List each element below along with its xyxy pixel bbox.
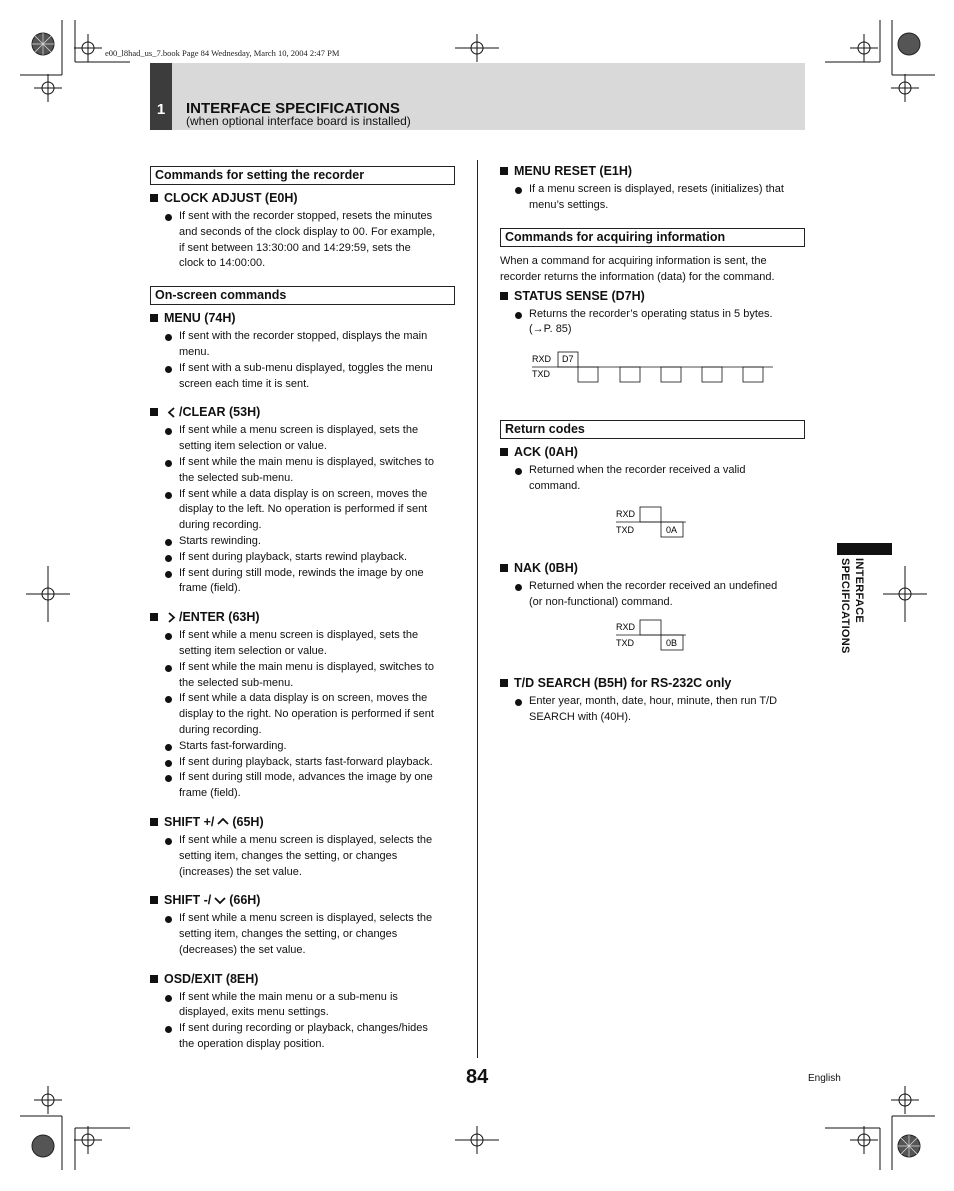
square-bullet-icon [500, 292, 508, 300]
bullet-list [500, 694, 805, 726]
command-menu: MENU (74H) [150, 311, 455, 325]
rxd-label: RXD [616, 622, 636, 633]
bullet-list [500, 579, 805, 611]
command-clock-adjust: CLOCK ADJUST (E0H) [150, 191, 455, 205]
command-shift-plus: SHIFT +/ (65H) [150, 815, 455, 829]
language-label: English [808, 1073, 841, 1084]
side-tab-line2: SPECIFICATIONS [839, 558, 851, 654]
rxd-label: RXD [532, 354, 552, 365]
list-item: If sent while a data display is on screen, moves the display to the right. No operation is performed if sent during recording. [150, 691, 455, 738]
list-item: If sent during still mode, advances the image by one frame (field). [150, 770, 455, 802]
status-byte-box [578, 367, 598, 382]
list-item: Starts fast-forwarding. [150, 739, 455, 755]
status-byte-box [620, 367, 640, 382]
list-item: If sent during recording or playback, changes/hides the operation display position. [150, 1021, 455, 1053]
list-item: Returns the recorder’s operating status in 5 bytes. (→P. 85) [500, 307, 805, 339]
square-bullet-icon [150, 818, 158, 826]
rxd-label: RXD [616, 508, 636, 519]
status-sense-timing-diagram [500, 350, 805, 398]
chevron-up-icon [217, 817, 229, 826]
list-item: If sent while a menu screen is displayed, sets the setting item selection or value. [150, 628, 455, 660]
bullet-list [150, 833, 455, 880]
square-bullet-icon [500, 448, 508, 456]
list-item: If sent while the main menu is displayed, switches to the selected sub-menu. [150, 455, 455, 487]
square-bullet-icon [150, 975, 158, 983]
bullet-list [150, 423, 455, 597]
list-item: If sent with the recorder stopped, resets the minutes and seconds of the clock display to 00. For example, if sent between 13:30:00 and 14:29:59, sets the clock to 14:00:00. [150, 209, 455, 272]
book-info-line: e00_l8had_us_7.book Page 84 Wednesday, March 10, 2004 2:47 PM [105, 48, 340, 58]
list-item: If sent while a menu screen is displayed, selects the setting item, changes the setting, or changes (increases) the set value. [150, 833, 455, 880]
nak-timing-diagram [500, 618, 805, 658]
ack-timing-diagram [500, 505, 805, 545]
command-enter: /ENTER (63H) [150, 610, 455, 624]
page-subtitle: (when optional interface board is installed) [186, 114, 411, 128]
bullet-list [150, 990, 455, 1053]
chevron-down-icon [214, 896, 226, 905]
txd-label: TXD [616, 524, 634, 535]
bullet-list [500, 307, 805, 339]
list-item: Returned when the recorder received an undefined (or non-functional) command. [500, 579, 805, 611]
command-code: D7 [562, 354, 574, 365]
square-bullet-icon [150, 314, 158, 322]
bullet-list [150, 209, 455, 272]
square-bullet-icon [150, 896, 158, 904]
return-code: 0B [666, 638, 678, 649]
section-heading-setting: Commands for setting the recorder [150, 166, 455, 185]
list-item: Enter year, month, date, hour, minute, then run T/D SEARCH with (40H). [500, 694, 805, 726]
status-byte-box [661, 367, 681, 382]
square-bullet-icon [500, 679, 508, 687]
list-item: If sent during still mode, rewinds the image by one frame (field). [150, 566, 455, 598]
command-nak: NAK (0BH) [500, 561, 805, 575]
command-menu-reset: MENU RESET (E1H) [500, 164, 805, 178]
command-status-sense: STATUS SENSE (D7H) [500, 289, 805, 303]
list-item: If sent during playback, starts fast-forward playback. [150, 755, 455, 771]
side-tab-marker [837, 543, 892, 555]
bullet-list [150, 329, 455, 392]
command-clear: /CLEAR (53H) [150, 405, 455, 419]
square-bullet-icon [500, 564, 508, 572]
command-td-search: T/D SEARCH (B5H) for RS-232C only [500, 676, 805, 690]
command-ack: ACK (0AH) [500, 445, 805, 459]
list-item: If sent while the main menu or a sub-menu is displayed, exits menu settings. [150, 990, 455, 1022]
list-item: Starts rewinding. [150, 534, 455, 550]
list-item: If sent while a data display is on screen, moves the display to the left. No operation is performed if sent during recording. [150, 487, 455, 534]
side-tab-line1: INTERFACE [853, 558, 865, 624]
bullet-list [500, 182, 805, 214]
list-item: Returned when the recorder received a valid command. [500, 463, 805, 495]
command-box [640, 507, 661, 522]
column-divider [477, 160, 478, 1058]
bullet-list [500, 463, 805, 495]
list-item: If sent during playback, starts rewind playback. [150, 550, 455, 566]
left-column [150, 166, 455, 1053]
section-heading-onscreen: On-screen commands [150, 286, 455, 305]
side-tab-label [836, 558, 870, 673]
chapter-number: 1 [150, 63, 172, 130]
return-code: 0A [666, 524, 678, 535]
page-title: INTERFACE SPECIFICATIONS [186, 100, 400, 117]
square-bullet-icon [150, 194, 158, 202]
acquiring-intro: When a command for acquiring information is sent, the recorder returns the information (data) for the command. [500, 254, 775, 283]
txd-label: TXD [616, 638, 634, 649]
command-shift-minus: SHIFT -/ (66H) [150, 893, 455, 907]
square-bullet-icon [150, 408, 158, 416]
chevron-right-icon [167, 612, 176, 623]
list-item: If sent with the recorder stopped, displays the main menu. [150, 329, 455, 361]
txd-label: TXD [532, 369, 550, 380]
chevron-left-icon [167, 407, 176, 418]
right-column [500, 160, 805, 726]
command-osd-exit: OSD/EXIT (8EH) [150, 972, 455, 986]
square-bullet-icon [150, 613, 158, 621]
list-item: If sent while a menu screen is displayed, sets the setting item selection or value. [150, 423, 455, 455]
list-item: If a menu screen is displayed, resets (initializes) that menu’s settings. [500, 182, 805, 214]
bullet-list [150, 911, 455, 958]
list-item: If sent with a sub-menu displayed, toggles the menu screen each time it is sent. [150, 361, 455, 393]
section-heading-acquiring: Commands for acquiring information [500, 228, 805, 247]
section-heading-return-codes: Return codes [500, 420, 805, 439]
command-box [640, 620, 661, 635]
square-bullet-icon [500, 167, 508, 175]
page-number: 84 [466, 1066, 489, 1088]
status-byte-box [702, 367, 722, 382]
bullet-list [150, 628, 455, 802]
list-item: If sent while a menu screen is displayed, selects the setting item, changes the setting, or changes (decreases) the set value. [150, 911, 455, 958]
list-item: If sent while the main menu is displayed, switches to the selected sub-menu. [150, 660, 455, 692]
status-byte-box [743, 367, 763, 382]
